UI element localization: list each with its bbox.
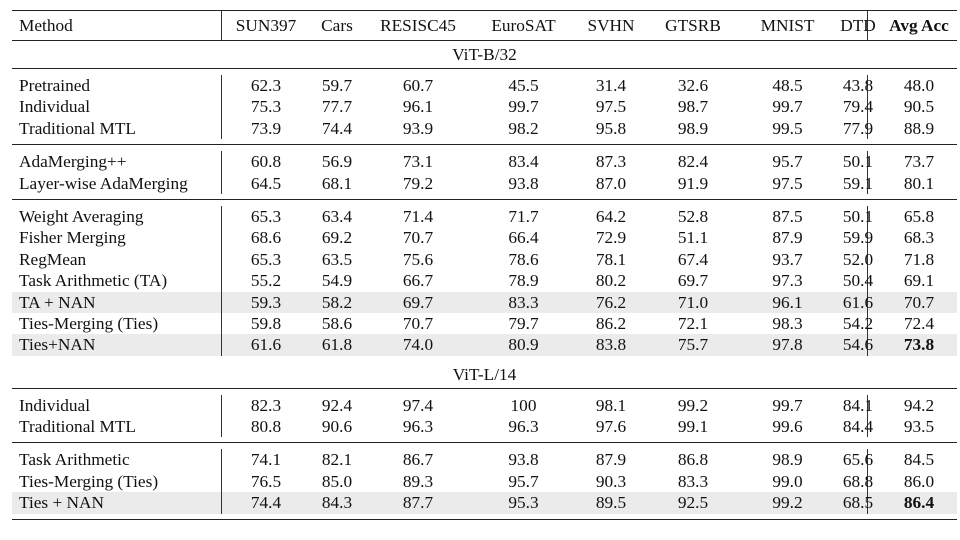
cell-eurosat: 93.8 <box>508 173 539 193</box>
cell-avg-acc: 86.0 <box>903 471 935 491</box>
header-sun397: SUN397 <box>235 16 297 35</box>
cell-resisc45: 70.7 <box>402 313 434 333</box>
cell-dtd: 50.1 <box>842 206 874 226</box>
cell-gtsrb: 83.3 <box>677 471 709 491</box>
cell-dtd: 61.6 <box>842 292 874 312</box>
cell-avg-acc: 70.7 <box>903 292 935 312</box>
cell-resisc45: 66.7 <box>402 271 434 291</box>
cell-avg-acc: 84.5 <box>903 450 935 470</box>
cell-dtd: 54.6 <box>842 335 874 355</box>
cell-resisc45: 74.0 <box>402 335 434 355</box>
cell-svhn: 90.3 <box>595 471 627 491</box>
cell-svhn: 72.9 <box>595 228 627 248</box>
cell-dtd: 68.8 <box>842 471 874 491</box>
cell-resisc45: 86.7 <box>402 450 434 470</box>
column-divider <box>221 313 222 334</box>
cell-svhn: 83.8 <box>595 335 627 355</box>
cell-svhn: 97.6 <box>595 417 627 437</box>
cell-resisc45: 73.1 <box>402 152 434 172</box>
table-row <box>12 173 957 194</box>
cell-eurosat: 100 <box>510 395 537 415</box>
cell-dtd: 50.4 <box>842 271 874 291</box>
cell-gtsrb: 92.5 <box>677 493 709 513</box>
cell-avg-acc: 80.1 <box>903 173 935 193</box>
cell-dtd: 84.4 <box>842 417 874 437</box>
cell-mnist: 93.7 <box>772 249 803 269</box>
cell-dtd: 79.4 <box>842 97 874 117</box>
header-svhn: SVHN <box>587 16 635 35</box>
column-divider <box>221 206 222 227</box>
column-divider <box>221 416 222 437</box>
cell-dtd: 59.1 <box>842 173 874 193</box>
header-row <box>12 11 957 41</box>
cell-avg-acc: 71.8 <box>903 249 935 269</box>
cell-sun397: 59.8 <box>250 313 282 333</box>
cell-mnist: 95.7 <box>772 152 803 172</box>
cell-sun397: 74.4 <box>250 493 282 513</box>
cell-avg-acc: 93.5 <box>903 417 935 437</box>
cell-sun397: 76.5 <box>250 471 282 491</box>
cell-svhn: 78.1 <box>595 249 627 269</box>
section-title: ViT-B/32 <box>12 41 957 69</box>
table-row <box>12 249 957 270</box>
column-divider <box>221 395 222 416</box>
cell-eurosat: 95.7 <box>508 471 539 491</box>
column-divider <box>221 11 222 40</box>
table-row <box>12 492 957 513</box>
cell-mnist: 99.6 <box>772 417 803 437</box>
cell-sun397: 75.3 <box>250 97 282 117</box>
cell-resisc45: 89.3 <box>402 471 434 491</box>
cell-cars: 58.6 <box>321 313 353 333</box>
cell-method: Ties-Merging (Ties) <box>19 313 159 333</box>
cell-eurosat: 78.6 <box>508 249 539 269</box>
cell-eurosat: 45.5 <box>508 76 539 95</box>
cell-avg-acc: 88.9 <box>903 118 935 138</box>
cell-dtd: 50.1 <box>842 152 874 172</box>
cell-method: Individual <box>19 97 91 117</box>
cell-mnist: 99.5 <box>772 118 803 138</box>
cell-svhn: 76.2 <box>595 292 627 312</box>
cell-eurosat: 71.7 <box>508 206 539 226</box>
cell-eurosat: 99.7 <box>508 97 539 117</box>
cell-avg-acc: 65.8 <box>903 206 935 226</box>
cell-cars: 63.5 <box>321 249 353 269</box>
cell-mnist: 96.1 <box>772 292 803 312</box>
row-group <box>12 144 957 199</box>
cell-svhn: 98.1 <box>595 395 627 415</box>
cell-gtsrb: 99.2 <box>677 395 709 415</box>
column-divider <box>221 96 222 117</box>
cell-cars: 74.4 <box>321 118 353 138</box>
cell-mnist: 99.7 <box>772 97 803 117</box>
cell-eurosat: 79.7 <box>508 313 539 333</box>
cell-mnist: 99.7 <box>772 395 803 415</box>
column-divider <box>221 334 222 355</box>
results-table <box>12 10 957 520</box>
cell-resisc45: 75.6 <box>402 249 434 269</box>
column-divider <box>221 151 222 172</box>
column-divider <box>221 449 222 470</box>
cell-method: RegMean <box>19 249 87 269</box>
table-body <box>12 41 957 520</box>
header-gtsrb: GTSRB <box>665 16 721 35</box>
table-row <box>12 334 957 355</box>
cell-gtsrb: 98.9 <box>677 118 709 138</box>
table-row <box>12 206 957 227</box>
cell-svhn: 86.2 <box>595 313 627 333</box>
cell-method: Ties + NAN <box>19 493 104 513</box>
cell-resisc45: 97.4 <box>402 395 434 415</box>
table-row <box>12 313 957 334</box>
cell-sun397: 65.3 <box>250 249 282 269</box>
cell-mnist: 99.0 <box>772 471 803 491</box>
cell-mnist: 97.3 <box>772 271 803 291</box>
cell-resisc45: 96.1 <box>402 97 434 117</box>
cell-cars: 77.7 <box>321 97 353 117</box>
column-divider <box>221 270 222 291</box>
column-divider <box>221 75 222 96</box>
column-divider <box>221 249 222 270</box>
cell-gtsrb: 99.1 <box>677 417 709 437</box>
cell-svhn: 97.5 <box>595 97 627 117</box>
cell-svhn: 89.5 <box>595 493 627 513</box>
cell-method: Traditional MTL <box>19 417 136 437</box>
cell-gtsrb: 71.0 <box>677 292 709 312</box>
cell-eurosat: 98.2 <box>508 118 539 138</box>
cell-mnist: 97.5 <box>772 173 803 193</box>
header-eurosat: EuroSAT <box>491 16 556 35</box>
header-dtd: DTD <box>840 16 876 35</box>
cell-gtsrb: 51.1 <box>677 228 709 248</box>
cell-avg-acc: 68.3 <box>903 228 935 248</box>
table-row <box>12 416 957 437</box>
table-row <box>12 227 957 248</box>
cell-cars: 56.9 <box>321 152 353 172</box>
cell-avg-acc: 69.1 <box>903 271 935 291</box>
table-row <box>12 292 957 313</box>
cell-dtd: 54.2 <box>842 313 874 333</box>
cell-dtd: 65.6 <box>842 450 874 470</box>
cell-sun397: 62.3 <box>250 76 282 95</box>
cell-svhn: 64.2 <box>595 206 627 226</box>
column-divider <box>221 173 222 194</box>
cell-method: Pretrained <box>19 76 91 95</box>
cell-sun397: 65.3 <box>250 206 282 226</box>
cell-cars: 68.1 <box>321 173 353 193</box>
cell-avg-acc: 94.2 <box>903 395 935 415</box>
column-divider <box>221 118 222 139</box>
cell-resisc45: 87.7 <box>402 493 434 513</box>
cell-method: TA + NAN <box>19 292 96 312</box>
cell-sun397: 80.8 <box>250 417 282 437</box>
cell-eurosat: 83.4 <box>508 152 539 172</box>
cell-cars: 63.4 <box>321 206 353 226</box>
cell-method: Layer-wise AdaMerging <box>19 173 188 193</box>
cell-sun397: 68.6 <box>250 228 282 248</box>
cell-method: AdaMerging++ <box>19 152 127 172</box>
cell-sun397: 73.9 <box>250 118 282 138</box>
cell-method: Task Arithmetic (TA) <box>19 271 168 291</box>
column-divider <box>221 492 222 513</box>
cell-avg-acc: 73.7 <box>903 152 935 172</box>
header-mnist: MNIST <box>760 16 815 35</box>
cell-sun397: 61.6 <box>250 335 282 355</box>
cell-eurosat: 96.3 <box>508 417 539 437</box>
cell-resisc45: 69.7 <box>402 292 434 312</box>
cell-cars: 85.0 <box>321 471 353 491</box>
cell-cars: 61.8 <box>321 335 353 355</box>
row-group <box>12 69 957 144</box>
cell-eurosat: 78.9 <box>508 271 539 291</box>
cell-gtsrb: 91.9 <box>677 173 709 193</box>
cell-gtsrb: 98.7 <box>677 97 709 117</box>
cell-avg-acc: 86.4 <box>903 493 935 513</box>
cell-mnist: 98.9 <box>772 450 803 470</box>
cell-sun397: 60.8 <box>250 152 282 172</box>
cell-svhn: 87.3 <box>595 152 627 172</box>
cell-gtsrb: 52.8 <box>677 206 709 226</box>
cell-avg-acc: 73.8 <box>903 335 935 355</box>
cell-gtsrb: 72.1 <box>677 313 709 333</box>
cell-cars: 90.6 <box>321 417 353 437</box>
cell-dtd: 84.1 <box>842 395 874 415</box>
cell-svhn: 31.4 <box>595 76 627 95</box>
cell-mnist: 98.3 <box>772 313 803 333</box>
header-cars: Cars <box>321 16 353 35</box>
row-group <box>12 389 957 443</box>
cell-svhn: 95.8 <box>595 118 627 138</box>
cell-mnist: 48.5 <box>772 76 803 95</box>
cell-svhn: 80.2 <box>595 271 627 291</box>
cell-resisc45: 60.7 <box>402 76 434 95</box>
cell-method: Weight Averaging <box>19 206 144 226</box>
cell-method: Individual <box>19 395 91 415</box>
cell-svhn: 87.0 <box>595 173 627 193</box>
cell-gtsrb: 67.4 <box>677 249 709 269</box>
header-resisc45: RESISC45 <box>380 16 456 35</box>
cell-sun397: 59.3 <box>250 292 282 312</box>
cell-mnist: 99.2 <box>772 493 803 513</box>
table-row <box>12 75 957 96</box>
cell-gtsrb: 69.7 <box>677 271 709 291</box>
cell-cars: 92.4 <box>321 395 353 415</box>
cell-resisc45: 71.4 <box>402 206 434 226</box>
cell-mnist: 87.9 <box>772 228 803 248</box>
column-divider <box>221 227 222 248</box>
cell-cars: 58.2 <box>321 292 353 312</box>
cell-resisc45: 96.3 <box>402 417 434 437</box>
cell-avg-acc: 90.5 <box>903 97 935 117</box>
cell-method: Ties+NAN <box>19 335 96 355</box>
cell-cars: 59.7 <box>321 76 353 95</box>
cell-dtd: 77.9 <box>842 118 874 138</box>
table-row <box>12 96 957 117</box>
cell-dtd: 68.5 <box>842 493 874 513</box>
row-group <box>12 442 957 519</box>
table-row <box>12 449 957 470</box>
cell-gtsrb: 75.7 <box>677 335 709 355</box>
cell-sun397: 82.3 <box>250 395 282 415</box>
cell-eurosat: 93.8 <box>508 450 539 470</box>
cell-eurosat: 83.3 <box>508 292 539 312</box>
cell-method: Ties-Merging (Ties) <box>19 471 159 491</box>
cell-method: Task Arithmetic <box>19 450 130 470</box>
cell-mnist: 87.5 <box>772 206 803 226</box>
cell-resisc45: 79.2 <box>402 173 434 193</box>
cell-gtsrb: 82.4 <box>677 152 709 172</box>
cell-resisc45: 93.9 <box>402 118 434 138</box>
cell-dtd: 43.8 <box>842 76 874 95</box>
cell-cars: 84.3 <box>321 493 353 513</box>
cell-gtsrb: 86.8 <box>677 450 709 470</box>
cell-cars: 82.1 <box>321 450 353 470</box>
cell-cars: 54.9 <box>321 271 353 291</box>
cell-avg-acc: 48.0 <box>903 76 935 95</box>
cell-method: Fisher Merging <box>19 228 126 248</box>
cell-avg-acc: 72.4 <box>903 313 935 333</box>
column-divider <box>221 292 222 313</box>
cell-eurosat: 80.9 <box>508 335 539 355</box>
table-row <box>12 270 957 291</box>
header-avg-acc: Avg Acc <box>889 16 949 35</box>
cell-mnist: 97.8 <box>772 335 803 355</box>
cell-dtd: 52.0 <box>842 249 874 269</box>
cell-svhn: 87.9 <box>595 450 627 470</box>
cell-eurosat: 95.3 <box>508 493 539 513</box>
cell-sun397: 74.1 <box>250 450 282 470</box>
table-row <box>12 395 957 416</box>
header-method: Method <box>19 16 73 35</box>
cell-cars: 69.2 <box>321 228 353 248</box>
table-row <box>12 151 957 172</box>
section-title: ViT-L/14 <box>12 361 957 389</box>
column-divider <box>221 471 222 492</box>
cell-dtd: 59.9 <box>842 228 874 248</box>
cell-eurosat: 66.4 <box>508 228 539 248</box>
cell-sun397: 64.5 <box>250 173 282 193</box>
cell-resisc45: 70.7 <box>402 228 434 248</box>
row-group <box>12 199 957 361</box>
table-row <box>12 118 957 139</box>
table-row <box>12 471 957 492</box>
cell-method: Traditional MTL <box>19 118 136 138</box>
cell-sun397: 55.2 <box>250 271 282 291</box>
cell-gtsrb: 32.6 <box>677 76 709 95</box>
